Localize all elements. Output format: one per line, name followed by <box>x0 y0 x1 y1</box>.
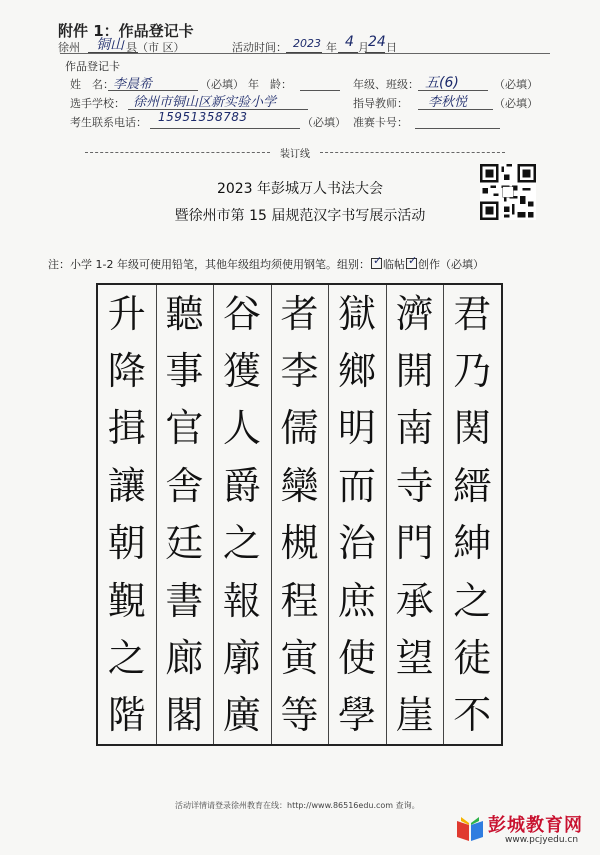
phone-value: 15951358783 <box>158 110 248 124</box>
calligraphy-character: 覲 <box>107 578 146 623</box>
calligraphy-character: 徒 <box>453 635 492 680</box>
book-logo-icon <box>455 813 485 843</box>
calligraphy-character: 廓 <box>222 635 261 680</box>
calligraphy-character: 乃 <box>453 349 492 394</box>
city-label: 徐州 <box>58 41 80 54</box>
activity-month-unit: 月 <box>358 41 369 54</box>
calligraphy-character: 欒 <box>280 463 319 508</box>
calligraphy-character: 明 <box>338 406 377 451</box>
calligraphy-character: 事 <box>165 349 204 394</box>
calligraphy-character: 関 <box>453 406 492 451</box>
calligraphy-character: 君 <box>453 291 492 336</box>
calligraphy-character: 官 <box>165 406 204 451</box>
calligraphy-character: 南 <box>395 406 434 451</box>
calligraphy-character: 槻 <box>280 521 319 566</box>
attachment-label: 附件 1：作品登记卡 <box>58 22 194 40</box>
calligraphy-character: 階 <box>107 693 146 738</box>
calligraphy-character: 降 <box>107 349 146 394</box>
calligraphy-character: 者 <box>280 291 319 336</box>
calligraphy-character: 儒 <box>280 406 319 451</box>
calligraphy-character: 升 <box>107 291 146 336</box>
note-text <box>48 256 484 272</box>
logo-url: www.pcjyedu.cn <box>505 835 579 845</box>
activity-day: 24 <box>368 34 386 50</box>
site-logo <box>455 805 595 850</box>
calligraphy-character: 使 <box>338 635 377 680</box>
calligraphy-character: 舎 <box>165 463 204 508</box>
calligraphy-character: 縉 <box>453 463 492 508</box>
grade-label: 年级、班级： <box>353 78 419 91</box>
calligraphy-character: 崖 <box>395 693 434 738</box>
calligraphy-character: 朝 <box>107 521 146 566</box>
calligraphy-character: 紳 <box>453 521 492 566</box>
age-label: 年 龄： <box>248 78 292 91</box>
teacher-required: （必填） <box>494 97 538 110</box>
name-value: 李晨希 <box>113 77 153 92</box>
calligraphy-character: 讓 <box>107 463 146 508</box>
calligraphy-character: 學 <box>338 693 377 738</box>
grade-value: 五(6) <box>425 75 459 91</box>
calligraphy-character: 承 <box>395 578 434 623</box>
calligraphy-character: 聽 <box>165 291 204 336</box>
school-label: 选手学校： <box>70 97 125 110</box>
category-required: （必填） <box>439 258 484 271</box>
calligraphy-character: 獄 <box>338 291 377 336</box>
calligraphy-character: 廷 <box>165 521 204 566</box>
activity-month: 4 <box>345 34 354 50</box>
event-title-line1: 2023 年彭城万人书法大会 <box>216 181 384 197</box>
calligraphy-character: 庶 <box>338 578 377 623</box>
name-label: 姓 名： <box>70 78 114 91</box>
calligraphy-character: 獲 <box>222 349 261 394</box>
teacher-value: 李秋悦 <box>428 95 468 110</box>
teacher-label: 指导教师： <box>353 97 408 110</box>
calligraphy-character: 開 <box>395 349 434 394</box>
calligraphy-character: 治 <box>338 521 377 566</box>
event-title-line2: 暨徐州市第 15 届规范汉字书写展示活动 <box>174 208 426 224</box>
activity-year-unit: 年 <box>326 41 337 54</box>
card-title: 作品登记卡 <box>65 60 120 73</box>
binding-dashes-right <box>320 152 505 153</box>
calligraphy-character: 閣 <box>165 693 204 738</box>
calligraphy-character: 李 <box>280 349 319 394</box>
qr-code-icon <box>480 164 536 220</box>
calligraphy-character: 報 <box>222 578 261 623</box>
calligraphy-character: 鄉 <box>338 349 377 394</box>
footer-info: 活动详情请登录徐州教育在线：http://www.86516edu.com 查询。 <box>175 801 420 810</box>
calligraphy-character: 爵 <box>222 463 261 508</box>
calligraphy-character: 廣 <box>222 693 261 738</box>
calligraphy-character: 谷 <box>222 291 261 336</box>
school-value: 徐州市铜山区新实验小学 <box>133 95 277 110</box>
phone-required: （必填） <box>302 116 346 129</box>
calligraphy-character: 之 <box>453 578 492 623</box>
activity-time-label: 活动时间： <box>232 41 287 54</box>
binding-dashes-left <box>85 152 270 153</box>
name-required: （必填） <box>200 78 244 91</box>
calligraphy-character: 人 <box>222 406 261 451</box>
binding-line-label: 装订线 <box>280 149 310 160</box>
calligraphy-character: 不 <box>453 693 492 738</box>
calligraphy-character: 望 <box>395 635 434 680</box>
calligraphy-character: 程 <box>280 578 319 623</box>
ticket-label: 准赛卡号： <box>353 116 408 129</box>
calligraphy-character: 廊 <box>165 635 204 680</box>
phone-label: 考生联系电话： <box>70 116 147 129</box>
category-option-copy: 临帖 <box>382 258 405 271</box>
calligraphy-character: 而 <box>338 463 377 508</box>
calligraphy-character: 等 <box>280 693 319 738</box>
activity-day-unit: 日 <box>386 41 397 54</box>
calligraphy-character: 揖 <box>107 406 146 451</box>
calligraphy-character: 濟 <box>395 291 434 336</box>
category-checkbox-copy[interactable]: ✓ <box>372 254 383 267</box>
activity-year: 2023 <box>293 37 321 50</box>
category-option-create: 创作 <box>417 258 440 271</box>
category-checkbox-create[interactable]: ✓ <box>407 254 418 267</box>
calligraphy-character: 之 <box>222 521 261 566</box>
calligraphy-character: 寅 <box>280 635 319 680</box>
grade-required: （必填） <box>494 78 538 91</box>
note-instructions: 注：小学 1-2 年级可使用铅笔，其他年级组均须使用钢笔。组别： <box>48 258 370 271</box>
calligraphy-grid <box>96 283 503 746</box>
calligraphy-character: 門 <box>395 521 434 566</box>
calligraphy-character: 書 <box>165 578 204 623</box>
county-value: 铜山 <box>96 37 124 53</box>
logo-text: 彭城教育网 <box>488 815 583 836</box>
calligraphy-character: 之 <box>107 635 146 680</box>
county-suffix: 县（市 区） <box>126 41 185 54</box>
calligraphy-character: 寺 <box>395 463 434 508</box>
